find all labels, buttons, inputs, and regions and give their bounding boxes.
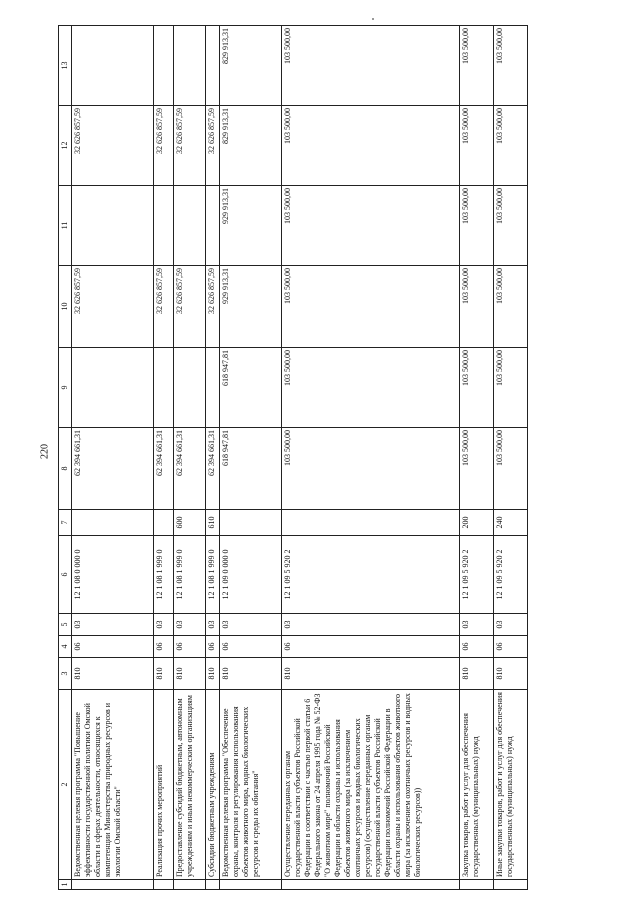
table-row bbox=[154, 26, 174, 890]
cell-target-code: 12 1 08 1 999 0 bbox=[206, 536, 220, 614]
cell-value: 829 913,31 bbox=[220, 106, 282, 186]
scan-dot bbox=[372, 18, 374, 20]
cell-section: 06 bbox=[154, 636, 174, 658]
cell-value: 103 500,00 bbox=[282, 186, 460, 266]
cell-subsection: 03 bbox=[72, 614, 154, 636]
cell-value: 62 394 661,31 bbox=[72, 428, 154, 510]
col-header: 11 bbox=[59, 186, 72, 266]
table-row bbox=[282, 26, 460, 890]
cell-value: 103 500,00 bbox=[494, 428, 528, 510]
cell-expense-type bbox=[282, 510, 460, 536]
cell-value: 32 626 857,59 bbox=[72, 106, 154, 186]
cell-value: 103 500,00 bbox=[494, 26, 528, 106]
row-name: Иные закупки товаров, работ и услуг для обеспечения государственных (муниципальных) нужд bbox=[494, 690, 528, 880]
cell-value: 32 626 857,59 bbox=[206, 106, 220, 186]
cell-value: 103 500,00 bbox=[460, 26, 494, 106]
cell-subsection: 03 bbox=[154, 614, 174, 636]
cell-value: 103 500,00 bbox=[494, 106, 528, 186]
column-number-row bbox=[59, 26, 72, 890]
cell-value: 32 626 857,59 bbox=[72, 266, 154, 348]
cell-value bbox=[154, 26, 174, 106]
cell-value bbox=[174, 186, 206, 266]
cell-value: 32 626 857,59 bbox=[154, 106, 174, 186]
cell-value bbox=[206, 348, 220, 428]
cell-section: 06 bbox=[460, 636, 494, 658]
cell-subsection: 03 bbox=[460, 614, 494, 636]
cell-value: 929 913,31 bbox=[220, 186, 282, 266]
cell-value bbox=[206, 186, 220, 266]
table-row bbox=[72, 26, 154, 890]
cell-expense-type: 600 bbox=[174, 510, 206, 536]
cell-value bbox=[174, 26, 206, 106]
cell-value: 32 626 857,59 bbox=[174, 266, 206, 348]
row-name: Предоставление субсидий бюджетным, автономным учреждениям и иным некоммерческим организациям bbox=[174, 690, 206, 880]
cell-section: 06 bbox=[220, 636, 282, 658]
cell-glava: 810 bbox=[174, 658, 206, 690]
cell-value: 62 394 661,31 bbox=[206, 428, 220, 510]
cell-value: 32 626 857,59 bbox=[206, 266, 220, 348]
cell-value: 103 500,00 bbox=[282, 428, 460, 510]
cell-value: 103 500,00 bbox=[494, 186, 528, 266]
table-row bbox=[206, 26, 220, 890]
cell-target-code: 12 1 09 0 000 0 bbox=[220, 536, 282, 614]
cell-target-code: 12 1 09 5 920 2 bbox=[282, 536, 460, 614]
col-header: 12 bbox=[59, 106, 72, 186]
table-body bbox=[72, 26, 528, 890]
cell-value: 103 500,00 bbox=[282, 266, 460, 348]
cell-value: 103 500,00 bbox=[460, 106, 494, 186]
cell-glava: 810 bbox=[206, 658, 220, 690]
cell-expense-type: 610 bbox=[206, 510, 220, 536]
cell-value: 103 500,00 bbox=[282, 26, 460, 106]
cell-value: 103 500,00 bbox=[460, 348, 494, 428]
cell-value: 103 500,00 bbox=[282, 106, 460, 186]
row-name: Субсидии бюджетным учреждениям bbox=[206, 690, 220, 880]
table-row bbox=[174, 26, 206, 890]
col-header: 3 bbox=[59, 658, 72, 690]
cell-glava: 810 bbox=[72, 658, 154, 690]
col-header: 10 bbox=[59, 266, 72, 348]
cell-value: 618 947,81 bbox=[220, 348, 282, 428]
cell-value: 103 500,00 bbox=[494, 266, 528, 348]
cell-value: 618 947,81 bbox=[220, 428, 282, 510]
row-name: Осуществление переданных органам государственной власти субъектов Российской Федерации в соответствии с частью первой статьи 6 Федерального закона от 24 апреля 1995 года № 52-ФЗ "О животном мире" полномочий Российской Федерации в области охраны и использования объектов животного мира (за исключением охотничьих ресурсов и водных биологических ресурсов) (осуществление переданных органам государственной власти субъектов Российской Федерации полномочий Российской Федерации в области охраны и использования объектов животного мира (за исключением охотничьих ресурсов и водных биологических ресурсов)) bbox=[282, 690, 460, 880]
cell-value: 32 626 857,59 bbox=[174, 106, 206, 186]
cell-glava: 810 bbox=[220, 658, 282, 690]
cell-value bbox=[72, 186, 154, 266]
table-row bbox=[460, 26, 494, 890]
cell-glava: 810 bbox=[154, 658, 174, 690]
table-row bbox=[494, 26, 528, 890]
page-number: 220 bbox=[39, 444, 51, 459]
table-row bbox=[220, 26, 282, 890]
cell-subsection: 03 bbox=[174, 614, 206, 636]
cell-target-code: 12 1 08 1 999 0 bbox=[174, 536, 206, 614]
cell-value bbox=[174, 348, 206, 428]
cell-section: 06 bbox=[282, 636, 460, 658]
col-header: 2 bbox=[59, 690, 72, 880]
budget-table bbox=[58, 25, 528, 890]
cell-target-code: 12 1 08 1 999 0 bbox=[154, 536, 174, 614]
cell-subsection: 03 bbox=[494, 614, 528, 636]
cell-glava: 810 bbox=[460, 658, 494, 690]
cell-value: 103 500,00 bbox=[282, 348, 460, 428]
cell-target-code: 12 1 09 5 920 2 bbox=[494, 536, 528, 614]
row-name: Ведомственная целевая программа "Обеспечение охраны, контроля и регулирования использования объектов животного мира, водных биологических ресурсов и среды их обитания" bbox=[220, 690, 282, 880]
cell-section: 06 bbox=[494, 636, 528, 658]
col-header: 8 bbox=[59, 428, 72, 510]
cell-glava: 810 bbox=[494, 658, 528, 690]
cell-target-code: 12 1 09 5 920 2 bbox=[460, 536, 494, 614]
cell-subsection: 03 bbox=[206, 614, 220, 636]
cell-value bbox=[206, 26, 220, 106]
cell-value bbox=[72, 26, 154, 106]
col-header: 7 bbox=[59, 510, 72, 536]
cell-subsection: 03 bbox=[220, 614, 282, 636]
cell-expense-type: 200 bbox=[460, 510, 494, 536]
cell-value bbox=[72, 348, 154, 428]
col-header: 9 bbox=[59, 348, 72, 428]
col-header: 4 bbox=[59, 636, 72, 658]
row-name: Реализация прочих мероприятий bbox=[154, 690, 174, 880]
cell-expense-type bbox=[72, 510, 154, 536]
cell-value: 829 913,31 bbox=[220, 26, 282, 106]
cell-value: 32 626 857,59 bbox=[154, 266, 174, 348]
col-header: 5 bbox=[59, 614, 72, 636]
cell-section: 06 bbox=[72, 636, 154, 658]
cell-section: 06 bbox=[174, 636, 206, 658]
col-header: 1 bbox=[59, 880, 72, 890]
cell-value: 103 500,00 bbox=[494, 348, 528, 428]
col-header: 6 bbox=[59, 536, 72, 614]
cell-expense-type bbox=[154, 510, 174, 536]
cell-value: 103 500,00 bbox=[460, 266, 494, 348]
cell-glava: 810 bbox=[282, 658, 460, 690]
cell-expense-type bbox=[220, 510, 282, 536]
cell-expense-type: 240 bbox=[494, 510, 528, 536]
cell-value: 62 394 661,31 bbox=[174, 428, 206, 510]
cell-value: 929 913,31 bbox=[220, 266, 282, 348]
cell-target-code: 12 1 08 0 000 0 bbox=[72, 536, 154, 614]
cell-value bbox=[154, 348, 174, 428]
row-name: Закупка товаров, работ и услуг для обеспечения государственных (муниципальных) нужд bbox=[460, 690, 494, 880]
cell-value: 103 500,00 bbox=[460, 428, 494, 510]
cell-section: 06 bbox=[206, 636, 220, 658]
cell-subsection: 03 bbox=[282, 614, 460, 636]
rotated-page bbox=[58, 26, 618, 890]
row-name: Ведомственная целевая программа "Повышение эффективности государственной политики Омской области в сферах деятельности, относящихся к компетенции Министерства природных ресурсов и экологии Омской области" bbox=[72, 690, 154, 880]
cell-value: 62 394 661,31 bbox=[154, 428, 174, 510]
col-header: 13 bbox=[59, 26, 72, 106]
cell-value bbox=[154, 186, 174, 266]
cell-value: 103 500,00 bbox=[460, 186, 494, 266]
